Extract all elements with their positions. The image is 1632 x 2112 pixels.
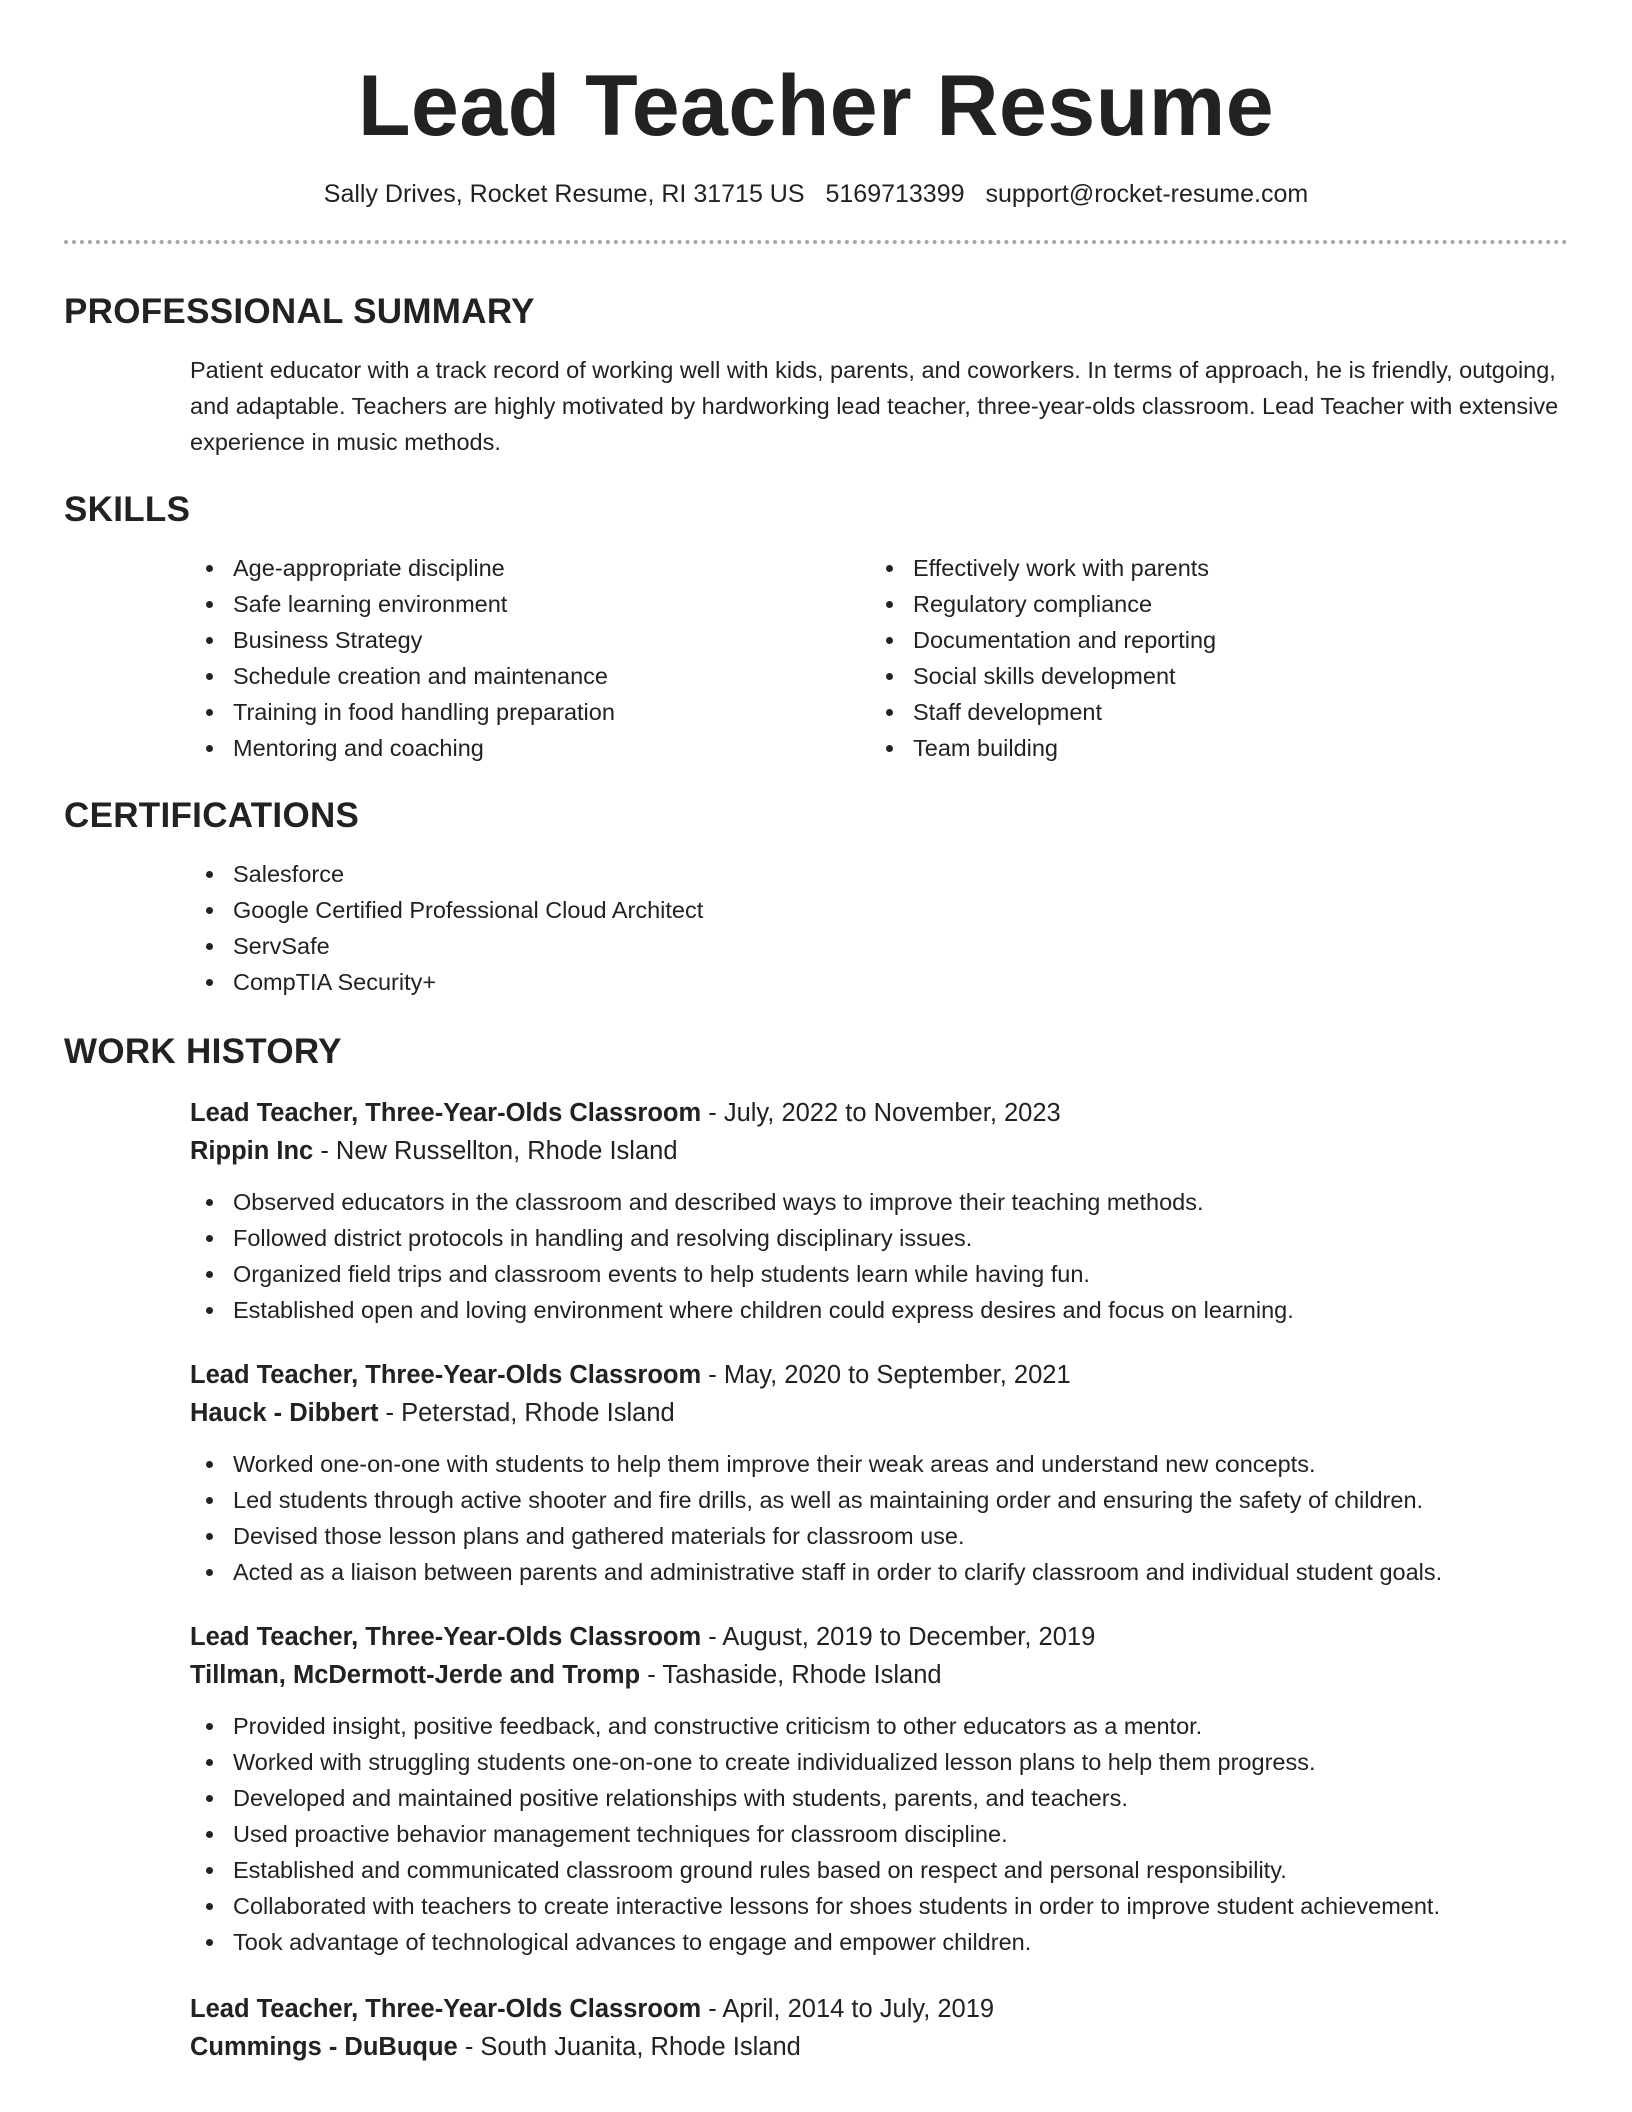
list-item: Established open and loving environment where children could express desires and focus on learning. <box>190 1292 1568 1328</box>
list-item: ServSafe <box>190 928 1568 964</box>
resume-title: Lead Teacher Resume <box>357 58 1275 154</box>
job-company: Cummings - DuBuque <box>190 2033 458 2061</box>
job-role: Lead Teacher, Three-Year-Olds Classroom <box>190 1361 702 1389</box>
list-item: Led students through active shooter and fire drills, as well as maintaining order and ensuring the safety of children. <box>190 1482 1568 1518</box>
list-item: Observed educators in the classroom and described ways to improve their teaching methods. <box>190 1184 1568 1220</box>
summary-text: Patient educator with a track record of working well with kids, parents, and coworkers. In terms of approach, he is friendly, outgoing, and adaptable. Teachers are highly motivated by hardworking lead teacher, three-year-olds classroom. Lead Teacher with extensive experience in music methods. <box>190 357 1559 455</box>
list-item: Established and communicated classroom ground rules based on respect and personal responsibility. <box>190 1852 1568 1888</box>
summary-heading: PROFESSIONAL SUMMARY <box>64 292 535 331</box>
certifications-heading: CERTIFICATIONS <box>64 796 360 835</box>
job-bullets <box>190 1184 1568 1328</box>
contact-line <box>64 178 1568 210</box>
skills-column-right <box>870 550 1550 766</box>
job-dates: - July, 2022 to November, 2023 <box>701 1099 1061 1127</box>
list-item: CompTIA Security+ <box>190 964 1568 1000</box>
job-location: - Peterstad, Rhode Island <box>378 1399 675 1427</box>
list-item: Organized field trips and classroom events to help students learn while having fun. <box>190 1256 1568 1292</box>
job-entry <box>64 1618 1568 1960</box>
job-company: Rippin Inc <box>190 1137 314 1165</box>
job-title-line <box>190 1094 1568 1132</box>
job-bullets <box>190 1708 1568 1960</box>
list-item: Collaborated with teachers to create interactive lessons for shoes students in order to improve student achievement. <box>190 1888 1568 1924</box>
job-bullets <box>190 1446 1568 1590</box>
list-item: Took advantage of technological advances to engage and empower children. <box>190 1924 1568 1960</box>
job-dates: - April, 2014 to July, 2019 <box>701 1995 995 2023</box>
skills-heading: SKILLS <box>64 490 191 529</box>
job-dates: - May, 2020 to September, 2021 <box>701 1361 1071 1389</box>
job-location: - Tashaside, Rhode Island <box>640 1661 942 1689</box>
contact-email: support@rocket-resume.com <box>985 180 1309 208</box>
job-company: Tillman, McDermott-Jerde and Tromp <box>190 1661 641 1689</box>
job-entry <box>64 1094 1568 1328</box>
list-item: Salesforce <box>190 856 1568 892</box>
list-item: Age-appropriate discipline <box>190 550 870 586</box>
job-entry <box>64 1356 1568 1590</box>
list-item: Team building <box>870 730 1550 766</box>
certifications-list <box>190 856 1568 1000</box>
list-item: Acted as a liaison between parents and administrative staff in order to clarify classroom and individual student goals. <box>190 1554 1568 1590</box>
job-company: Hauck - Dibbert <box>190 1399 379 1427</box>
list-item: Google Certified Professional Cloud Architect <box>190 892 1568 928</box>
job-location: - New Russellton, Rhode Island <box>313 1137 678 1165</box>
list-item: Business Strategy <box>190 622 870 658</box>
list-item: Safe learning environment <box>190 586 870 622</box>
job-company-line <box>190 1132 1568 1170</box>
list-item: Training in food handling preparation <box>190 694 870 730</box>
list-item: Devised those lesson plans and gathered materials for classroom use. <box>190 1518 1568 1554</box>
list-item: Worked one-on-one with students to help them improve their weak areas and understand new concepts. <box>190 1446 1568 1482</box>
list-item: Documentation and reporting <box>870 622 1550 658</box>
job-role: Lead Teacher, Three-Year-Olds Classroom <box>190 1099 702 1127</box>
list-item: Social skills development <box>870 658 1550 694</box>
list-item: Staff development <box>870 694 1550 730</box>
job-entry <box>64 1990 1568 2066</box>
job-company-line <box>190 1656 1568 1694</box>
list-item: Regulatory compliance <box>870 586 1550 622</box>
skills-list <box>190 550 1568 766</box>
job-title-line <box>190 1356 1568 1394</box>
list-item: Schedule creation and maintenance <box>190 658 870 694</box>
work-history-heading: WORK HISTORY <box>64 1032 342 1071</box>
job-title-line <box>190 1990 1568 2028</box>
skills-column-left <box>190 550 870 766</box>
header-divider <box>64 240 1568 244</box>
resume-page <box>64 0 1568 2112</box>
list-item: Followed district protocols in handling and resolving disciplinary issues. <box>190 1220 1568 1256</box>
contact-address: Sally Drives, Rocket Resume, RI 31715 US <box>323 180 805 208</box>
job-role: Lead Teacher, Three-Year-Olds Classroom <box>190 1995 702 2023</box>
list-item: Provided insight, positive feedback, and constructive criticism to other educators as a mentor. <box>190 1708 1568 1744</box>
contact-phone: 5169713399 <box>825 180 965 208</box>
job-dates: - August, 2019 to December, 2019 <box>701 1623 1096 1651</box>
list-item: Used proactive behavior management techniques for classroom discipline. <box>190 1816 1568 1852</box>
list-item: Worked with struggling students one-on-one to create individualized lesson plans to help them progress. <box>190 1744 1568 1780</box>
list-item: Developed and maintained positive relationships with students, parents, and teachers. <box>190 1780 1568 1816</box>
list-item: Effectively work with parents <box>870 550 1550 586</box>
job-title-line <box>190 1618 1568 1656</box>
job-company-line <box>190 2028 1568 2066</box>
list-item: Mentoring and coaching <box>190 730 870 766</box>
job-company-line <box>190 1394 1568 1432</box>
job-role: Lead Teacher, Three-Year-Olds Classroom <box>190 1623 702 1651</box>
job-location: - South Juanita, Rhode Island <box>457 2033 801 2061</box>
